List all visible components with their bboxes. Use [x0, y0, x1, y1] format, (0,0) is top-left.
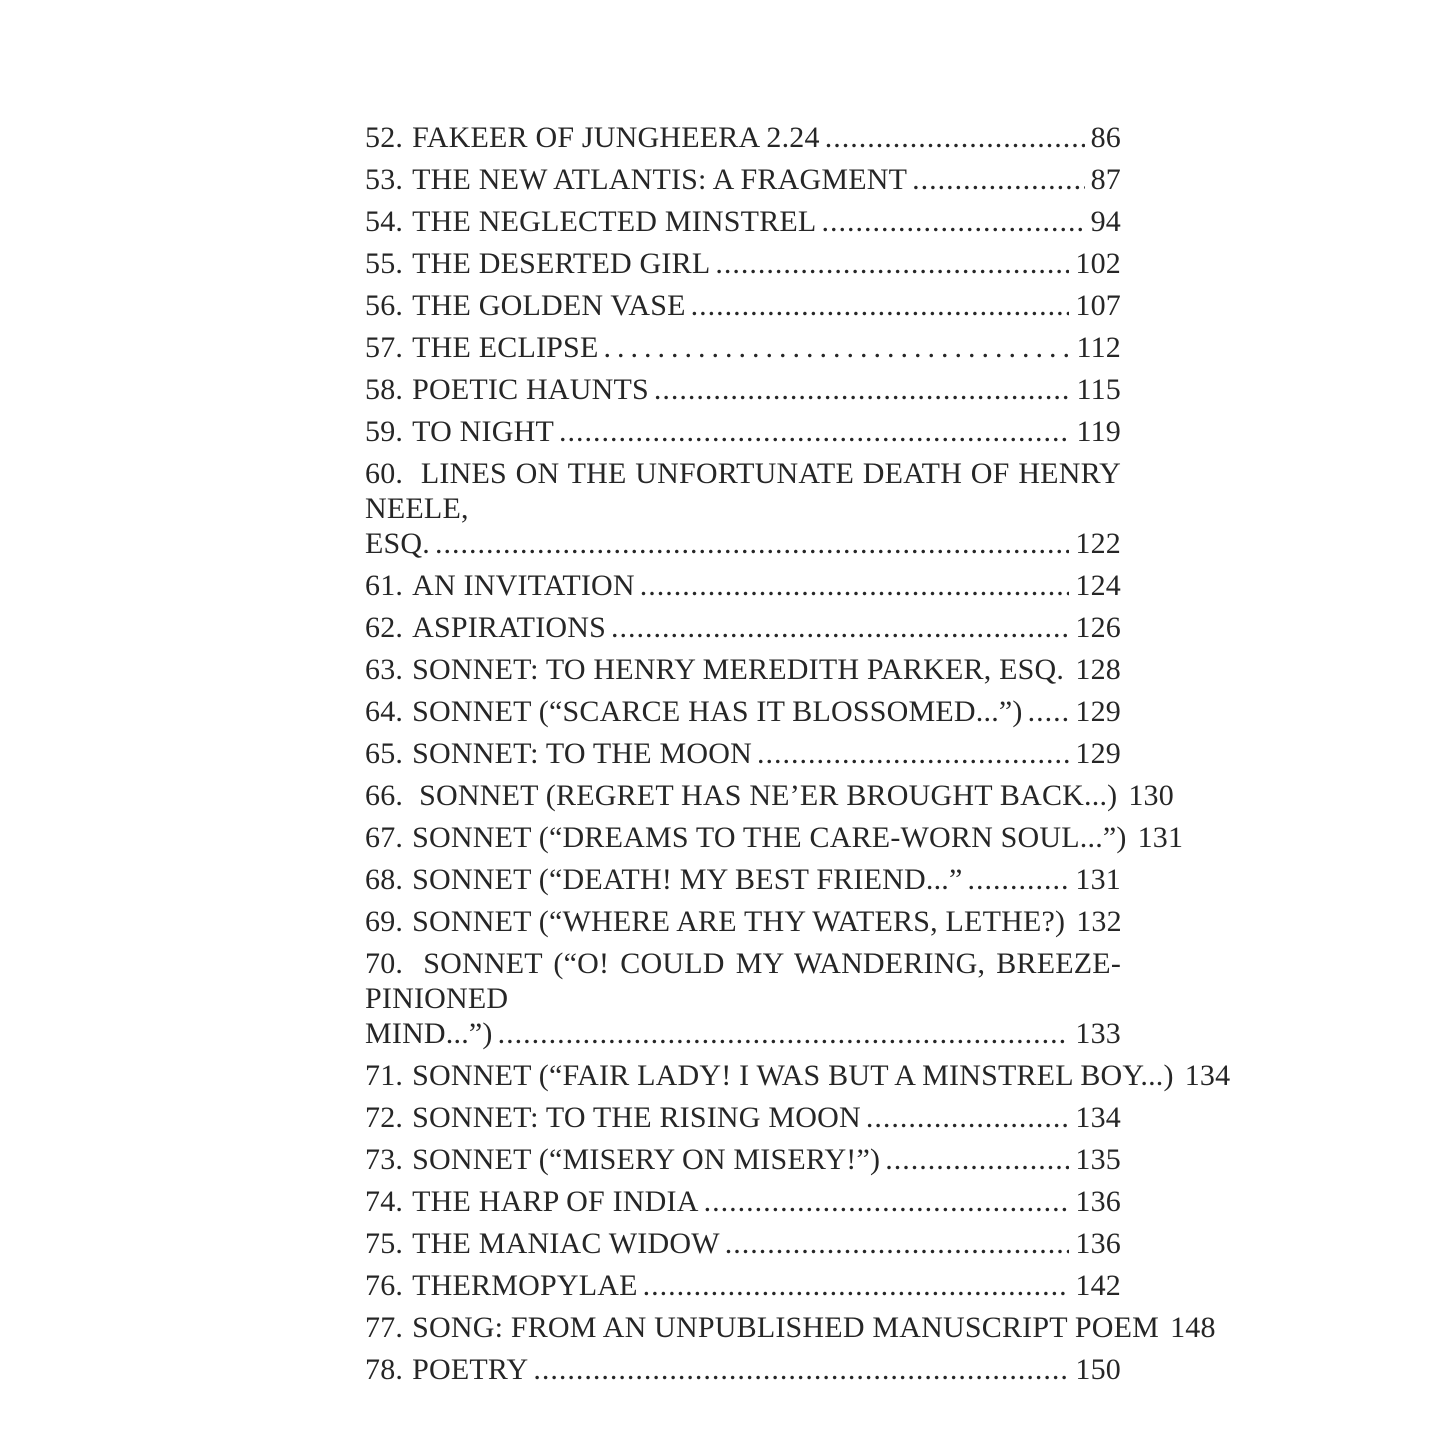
toc-entry-first-line	[365, 456, 1121, 526]
entry-title: SONNET (“WHERE ARE THY WATERS, LETHE?)	[412, 905, 1066, 938]
entry-title: SONNET (REGRET HAS NE’ER BROUGHT BACK...)	[419, 779, 1118, 812]
dot-leader-icon	[533, 1352, 1069, 1387]
entry-title: THE GOLDEN VASE	[412, 289, 686, 322]
entry-title: AN INVITATION	[412, 569, 635, 602]
toc-entry-line	[365, 1352, 1121, 1387]
toc-entry-line	[365, 204, 1121, 239]
toc-entry-line	[365, 820, 1184, 855]
toc-entry	[365, 568, 1121, 603]
page-number: 135	[1075, 1143, 1121, 1176]
toc-entry	[365, 330, 1121, 365]
entry-title: SONNET: TO THE MOON	[412, 737, 752, 770]
toc-entry-line	[365, 330, 1121, 365]
entry-number: 65.	[365, 737, 404, 770]
toc-entry	[365, 862, 1121, 897]
toc-entry-line	[365, 288, 1121, 323]
dot-leader-icon	[725, 1226, 1070, 1261]
page-number: 129	[1075, 695, 1121, 728]
entry-number: 63.	[365, 653, 404, 686]
entry-number: 73.	[365, 1143, 404, 1176]
page-number: 126	[1075, 611, 1121, 644]
entry-number: 57.	[365, 331, 404, 364]
toc-entry-line	[365, 610, 1121, 645]
page-number: 115	[1076, 373, 1121, 406]
toc-entry-first-line	[365, 946, 1121, 1016]
toc-entry	[365, 162, 1121, 197]
dot-leader-icon	[1028, 694, 1070, 729]
dot-leader-icon	[643, 1268, 1070, 1303]
entry-number: 64.	[365, 695, 404, 728]
page-number: 136	[1075, 1185, 1121, 1218]
dot-leader-icon	[559, 414, 1071, 449]
entry-title: POETRY	[412, 1353, 529, 1386]
toc-entry-line	[365, 778, 1174, 813]
entry-number: 77.	[365, 1311, 404, 1344]
entry-number: 78.	[365, 1353, 404, 1386]
toc-entry-line	[365, 568, 1121, 603]
toc-entry	[365, 1142, 1121, 1177]
entry-number: 56.	[365, 289, 404, 322]
entry-title: THE NEW ATLANTIS: A FRAGMENT	[412, 163, 908, 196]
dot-leader-icon	[912, 162, 1084, 197]
page-number: 134	[1184, 1059, 1231, 1092]
toc-entry-line	[365, 372, 1121, 407]
toc-entry-line	[365, 1100, 1121, 1135]
entry-number: 53.	[365, 163, 404, 196]
toc-entry	[365, 820, 1184, 855]
page-number: 133	[1075, 1017, 1121, 1050]
toc-entry	[365, 1268, 1121, 1303]
entry-number: 59.	[365, 415, 404, 448]
entry-title: SONNET (“FAIR LADY! I WAS BUT A MINSTREL BOY...)	[412, 1059, 1174, 1092]
page-number: 124	[1075, 569, 1121, 602]
toc-entry-line	[365, 862, 1121, 897]
entry-number: 76.	[365, 1269, 404, 1302]
entry-number: 75.	[365, 1227, 404, 1260]
entry-title: THE NEGLECTED MINSTREL	[412, 205, 817, 238]
dot-leader-icon	[603, 330, 1070, 365]
entry-title: SONG: FROM AN UNPUBLISHED MANUSCRIPT POEM	[412, 1311, 1160, 1344]
entry-number: 66.	[365, 779, 404, 812]
toc-entry	[365, 904, 1121, 939]
toc-entry-line	[365, 652, 1121, 687]
entry-number: 69.	[365, 905, 404, 938]
toc-entry	[365, 1058, 1231, 1093]
toc-entry	[365, 372, 1121, 407]
toc-entry-line	[365, 1184, 1121, 1219]
entry-title: POETIC HAUNTS	[412, 373, 649, 406]
toc-entry-line	[365, 1226, 1121, 1261]
entry-number: 52.	[365, 121, 404, 154]
entry-number: 70.	[365, 947, 404, 980]
toc-entry-line	[365, 1058, 1231, 1093]
dot-leader-icon	[715, 246, 1069, 281]
toc-entry-line	[365, 1310, 1216, 1345]
page-number: 131	[1075, 863, 1121, 896]
entry-title: THE HARP OF INDIA	[412, 1185, 699, 1218]
toc-entry	[365, 1310, 1216, 1345]
page-number: 122	[1075, 527, 1121, 560]
entry-title: SONNET (“DREAMS TO THE CARE-WORN SOUL...”)	[412, 821, 1127, 854]
entry-title: SONNET (“MISERY ON MISERY!”)	[412, 1143, 881, 1176]
toc-entry-wrap-line	[365, 1016, 1121, 1051]
dot-leader-icon	[498, 1016, 1070, 1051]
page-number: 94	[1090, 205, 1121, 238]
entry-title: ESQ.	[365, 527, 430, 560]
toc-entry	[365, 652, 1121, 687]
table-of-contents	[365, 120, 1231, 1394]
toc-entry-line	[365, 414, 1121, 449]
toc-entry-wrap-line	[365, 526, 1121, 561]
toc-entry-line	[365, 904, 1121, 939]
page-number: 132	[1076, 905, 1122, 938]
page-number: 136	[1075, 1227, 1121, 1260]
entry-number: 71.	[365, 1059, 404, 1092]
entry-title: THE MANIAC WIDOW	[412, 1227, 720, 1260]
toc-entry	[365, 456, 1121, 561]
dot-leader-icon	[654, 372, 1071, 407]
dot-leader-icon	[825, 120, 1085, 155]
page-number: 87	[1090, 163, 1121, 196]
entry-title: SONNET: TO THE RISING MOON	[412, 1101, 861, 1134]
page-number: 102	[1075, 247, 1121, 280]
toc-entry-line	[365, 1142, 1121, 1177]
entry-title: FAKEER OF JUNGHEERA 2.24	[412, 121, 820, 154]
toc-entry	[365, 204, 1121, 239]
dot-leader-icon	[691, 288, 1070, 323]
entry-title: THE ECLIPSE	[412, 331, 599, 364]
page-number: 119	[1076, 415, 1121, 448]
page-number: 128	[1075, 653, 1121, 686]
toc-entry	[365, 1226, 1121, 1261]
toc-entry-line	[365, 162, 1121, 197]
dot-leader-icon	[885, 1142, 1069, 1177]
toc-entry	[365, 778, 1174, 813]
toc-entry	[365, 414, 1121, 449]
toc-entry-line	[365, 1268, 1121, 1303]
dot-leader-icon	[866, 1100, 1070, 1135]
toc-entry	[365, 610, 1121, 645]
dot-leader-icon	[757, 736, 1069, 771]
entry-number: 68.	[365, 863, 404, 896]
entry-title: LINES ON THE UNFORTUNATE DEATH OF HENRY NEELE,	[365, 457, 1121, 525]
toc-entry-line	[365, 120, 1121, 155]
dot-leader-icon	[611, 610, 1069, 645]
toc-entry	[365, 1100, 1121, 1135]
dot-leader-icon	[821, 204, 1084, 239]
entry-title: ASPIRATIONS	[412, 611, 607, 644]
toc-entry-line	[365, 736, 1121, 771]
entry-number: 72.	[365, 1101, 404, 1134]
toc-entry	[365, 1184, 1121, 1219]
dot-leader-icon	[435, 526, 1069, 561]
toc-entry	[365, 246, 1121, 281]
entry-number: 55.	[365, 247, 404, 280]
toc-entry	[365, 1352, 1121, 1387]
entry-title: MIND...”)	[365, 1017, 493, 1050]
entry-title: SONNET (“O! COULD MY WANDERING, BREEZE-PINIONED	[365, 947, 1122, 1015]
entry-title: THE DESERTED GIRL	[412, 247, 711, 280]
entry-title: SONNET (“SCARCE HAS IT BLOSSOMED...”)	[412, 695, 1023, 728]
entry-number: 54.	[365, 205, 404, 238]
page-number: 148	[1170, 1311, 1216, 1344]
entry-number: 61.	[365, 569, 404, 602]
page-number: 130	[1128, 779, 1174, 812]
entry-title: TO NIGHT	[412, 415, 554, 448]
dot-leader-icon	[968, 862, 1070, 897]
toc-entry-line	[365, 246, 1121, 281]
entry-number: 74.	[365, 1185, 404, 1218]
page-number: 142	[1075, 1269, 1121, 1302]
page-number: 150	[1075, 1353, 1121, 1386]
entry-number: 62.	[365, 611, 404, 644]
page-number: 86	[1090, 121, 1121, 154]
entry-number: 67.	[365, 821, 404, 854]
toc-entry	[365, 694, 1121, 729]
page-number: 129	[1075, 737, 1121, 770]
entry-number: 60.	[365, 457, 404, 490]
page-number: 131	[1137, 821, 1184, 854]
toc-entry	[365, 288, 1121, 323]
page-number: 112	[1076, 331, 1121, 364]
page-number: 107	[1075, 289, 1121, 322]
entry-number: 58.	[365, 373, 404, 406]
dot-leader-icon	[704, 1184, 1070, 1219]
entry-title: SONNET: TO HENRY MEREDITH PARKER, ESQ.	[412, 653, 1065, 686]
toc-entry	[365, 736, 1121, 771]
dot-leader-icon	[640, 568, 1070, 603]
toc-entry-line	[365, 694, 1121, 729]
toc-entry	[365, 120, 1121, 155]
toc-entry	[365, 946, 1121, 1051]
page-number: 134	[1075, 1101, 1121, 1134]
entry-title: THERMOPYLAE	[412, 1269, 638, 1302]
entry-title: SONNET (“DEATH! MY BEST FRIEND...”	[412, 863, 963, 896]
